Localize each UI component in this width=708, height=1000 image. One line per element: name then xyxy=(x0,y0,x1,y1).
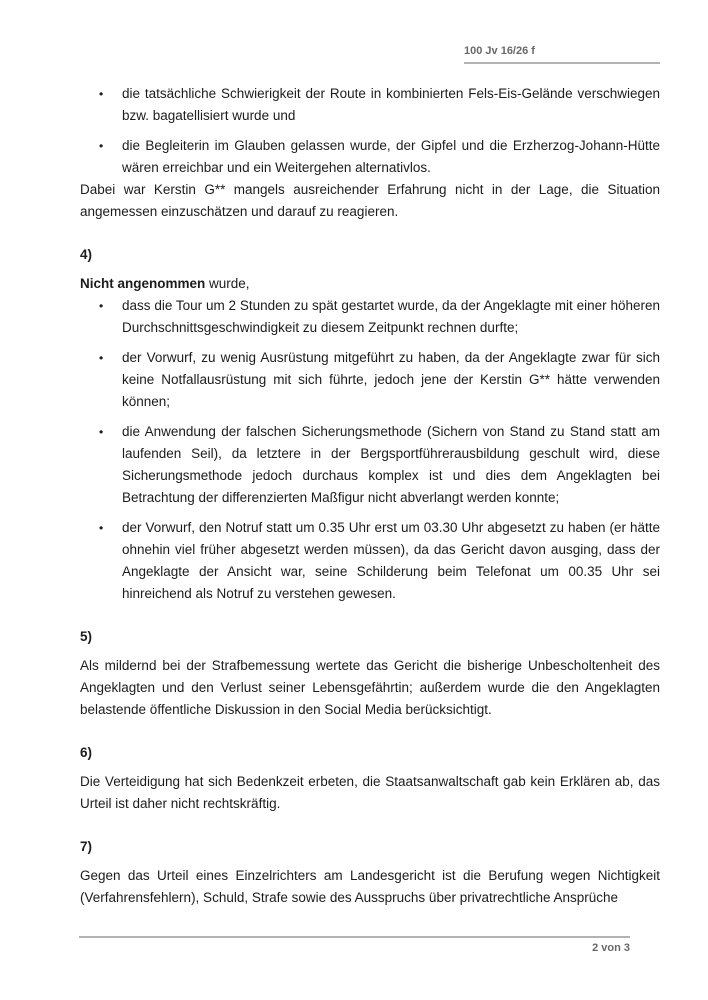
bullet-icon: • xyxy=(99,351,104,365)
list-item xyxy=(80,135,660,179)
section-6-paragraph: Die Verteidigung hat sich Bedenkzeit erbeten, die Staatsanwaltschaft gab kein Erklären ab, das Urteil ist daher nicht rechtskräftig. xyxy=(80,774,660,811)
section-6-number: 6) xyxy=(80,745,93,760)
list-item xyxy=(80,83,660,127)
bullet-icon: • xyxy=(99,87,104,101)
list-item-text: der Vorwurf, den Notruf statt um 0.35 Uhr erst um 03.30 Uhr abgesetzt zu haben (er hätte ohnehin viel früher abgesetzt werden müssen), da das Gericht davon ausging, dass der Angeklagte der Ansicht war, seine Schilderung beim Telefonat um 00.35 Uhr sei hinreichend als Notruf zu verstehen gewesen. xyxy=(122,520,660,601)
section-5-paragraph: Als mildernd bei der Strafbemessung wertete das Gericht die bisherige Unbescholtenheit des Angeklagten und den Verlust seiner Lebensgefährtin; außerdem wurde die den Angeklagten belastende öffentliche Diskussion in den Social Media berücksichtigt. xyxy=(80,658,660,717)
list-item-text: die Anwendung der falschen Sicherungsmethode (Sichern von Stand zu Stand statt am laufenden Seil), da letztere in der Bergsportführerausbildung geschult wird, diese Sicherungsmethode jedoch durchaus komplex ist und dies dem Angeklagten bei Betrachtung der differenzierten Maßfigur nicht abverlangt werden konnte; xyxy=(122,424,660,505)
section-4-lead-bold: Nicht angenommen xyxy=(80,276,206,291)
list-item-text: die tatsächliche Schwierigkeit der Route in kombinierten Fels-Eis-Gelände verschwiegen bzw. bagatellisiert wurde und xyxy=(122,86,660,123)
section-4-bullet-list xyxy=(80,295,660,605)
list-item-text: dass die Tour um 2 Stunden zu spät gestartet wurde, da der Angeklagte mit einer höheren Durchschnittsgeschwindigkeit zu diesem Zeitpunkt rechnen durfte; xyxy=(122,298,660,335)
bullet-icon: • xyxy=(99,299,104,313)
list-item xyxy=(80,517,660,605)
page-header xyxy=(80,45,660,64)
section-7-paragraph: Gegen das Urteil eines Einzelrichters am Landesgericht ist die Berufung wegen Nichtigkeit (Verfahrensfehlern), Schuld, Strafe sowie des Ausspruchs über privatrechtliche Ansprüche xyxy=(80,868,660,905)
section-4-lead xyxy=(80,273,660,295)
bullet-icon: • xyxy=(99,521,104,535)
section-5-number: 5) xyxy=(80,629,93,644)
list-item xyxy=(80,347,660,413)
case-reference: 100 Jv 16/26 f xyxy=(464,45,660,64)
section-4-number: 4) xyxy=(80,247,93,262)
intro-bullet-list xyxy=(80,83,660,179)
document-content xyxy=(80,45,660,909)
bullet-icon: • xyxy=(99,425,104,439)
list-item xyxy=(80,295,660,339)
intro-paragraph: Dabei war Kerstin G** mangels ausreichender Erfahrung nicht in der Lage, die Situation angemessen einzuschätzen und darauf zu reagieren. xyxy=(80,182,660,219)
list-item-text: der Vorwurf, zu wenig Ausrüstung mitgeführt zu haben, da der Angeklagte zwar für sich keine Notfallausrüstung mit sich führte, jedoch jene der Kerstin G** hätte verwenden können; xyxy=(122,350,660,409)
page-number: 2 von 3 xyxy=(592,942,630,954)
page-footer xyxy=(79,936,630,955)
bullet-icon: • xyxy=(99,139,104,153)
list-item xyxy=(80,421,660,509)
section-4-lead-rest: wurde, xyxy=(205,276,250,291)
section-7-number: 7) xyxy=(80,839,93,854)
list-item-text: die Begleiterin im Glauben gelassen wurde, der Gipfel und die Erzherzog-Johann-Hütte wären erreichbar und ein Weitergehen alternativlos. xyxy=(122,138,660,175)
